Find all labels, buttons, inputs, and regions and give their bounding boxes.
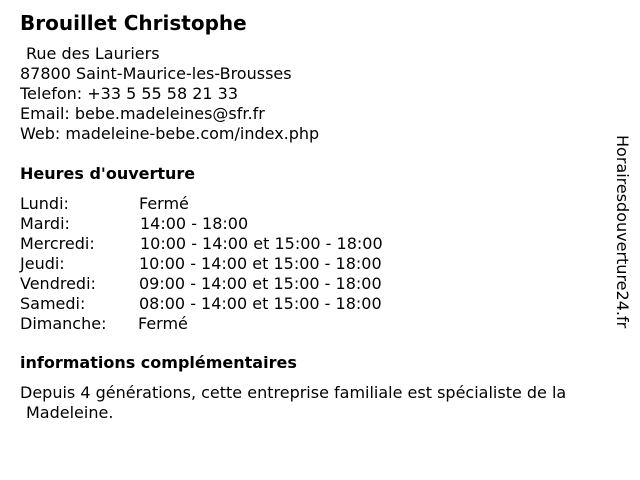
time-value: 08:00 - 14:00 et 15:00 - 18:00 xyxy=(139,294,382,313)
postal-city: 87800 Saint-Maurice-les-Brousses xyxy=(20,64,292,83)
day-label: Mercredi: xyxy=(20,234,95,253)
business-name: Brouillet Christophe xyxy=(20,11,247,35)
time-value: 14:00 - 18:00 xyxy=(140,214,249,233)
phone-number: Telefon: +33 5 55 58 21 33 xyxy=(20,84,239,103)
day-label: Lundi: xyxy=(20,194,69,213)
day-label: Samedi: xyxy=(20,294,86,313)
street-address: Rue des Lauriers xyxy=(26,44,160,63)
website-url: Web: madeleine-bebe.com/index.php xyxy=(20,124,320,143)
info-line-2: Madeleine. xyxy=(26,403,114,422)
info-heading: informations complémentaires xyxy=(20,353,297,372)
hours-heading: Heures d'ouverture xyxy=(20,164,196,183)
time-value: 10:00 - 14:00 et 15:00 - 18:00 xyxy=(140,234,383,253)
contact-block xyxy=(20,44,319,144)
day-label: Vendredi: xyxy=(20,274,96,293)
day-label: Dimanche: xyxy=(20,314,107,333)
info-text xyxy=(20,383,620,423)
time-value: Fermé xyxy=(139,194,189,213)
info-line-1: Depuis 4 générations, cette entreprise familiale est spécialiste de la xyxy=(20,383,567,402)
email-address: Email: bebe.madeleines@sfr.fr xyxy=(20,104,265,123)
time-value: Fermé xyxy=(138,314,188,333)
site-watermark: Horairesdouverture24.fr xyxy=(613,135,632,329)
time-value: 09:00 - 14:00 et 15:00 - 18:00 xyxy=(139,274,382,293)
day-label: Jeudi: xyxy=(20,254,65,273)
day-label: Mardi: xyxy=(20,214,70,233)
time-value: 10:00 - 14:00 et 15:00 - 18:00 xyxy=(139,254,382,273)
